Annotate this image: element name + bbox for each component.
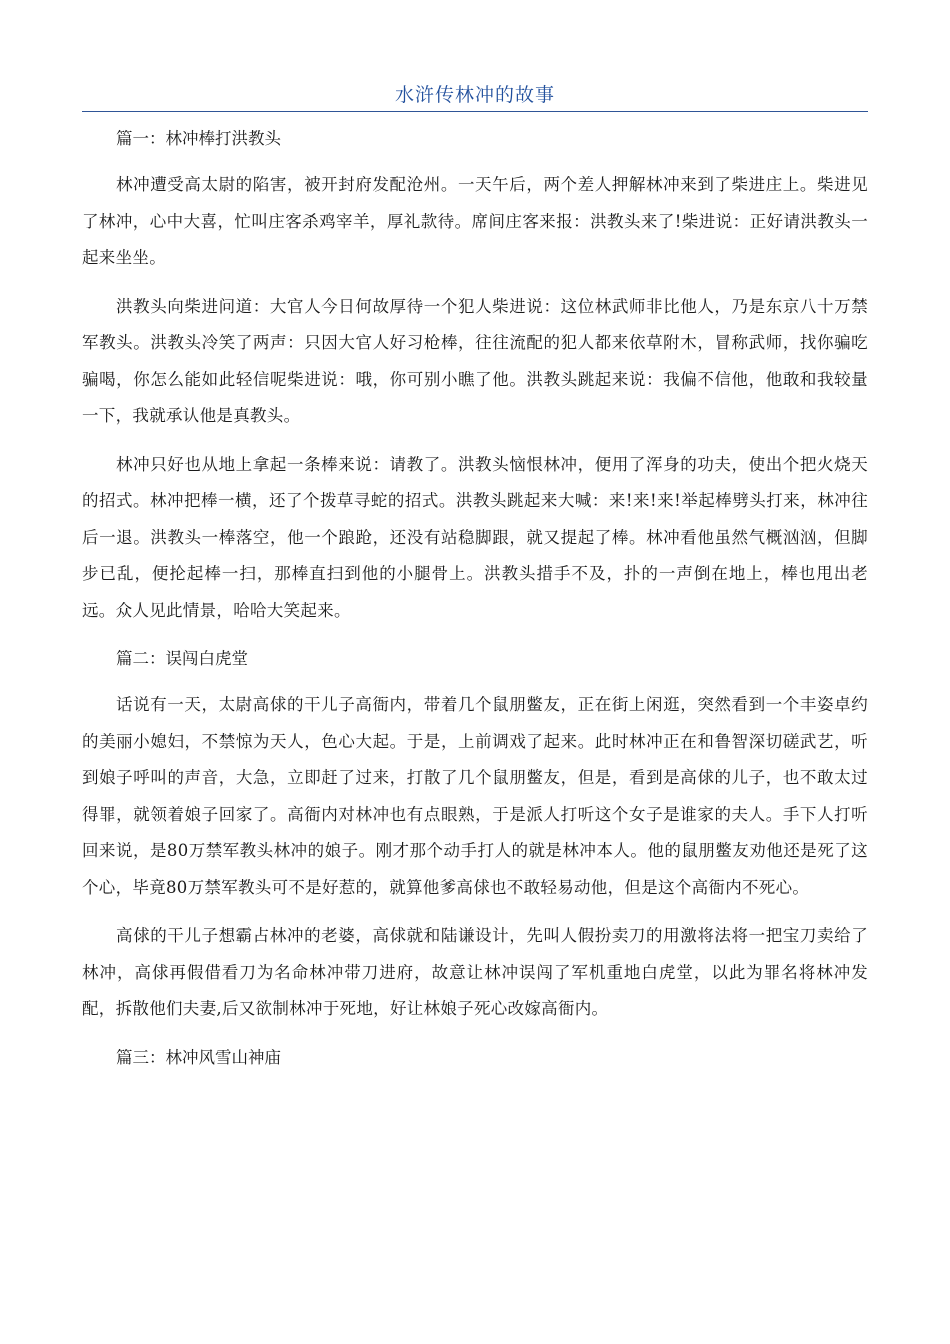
paragraph: 林冲遭受高太尉的陷害，被开封府发配沧州。一天午后，两个差人押解林冲来到了柴进庄上。柴进见了林冲，心中大喜，忙叫庄客杀鸡宰羊，厚礼款待。席间庄客来报：洪教头来了!柴进说：正好请洪教头一起来坐坐。 <box>82 175 868 267</box>
paragraph: 洪教头向柴进问道：大官人今日何故厚待一个犯人柴进说：这位林武师非比他人，乃是东京八十万禁军教头。洪教头冷笑了两声：只因大官人好习枪棒，往往流配的犯人都来依草附木，冒称武师，找你骗吃骗喝，你怎么能如此轻信呢柴进说：哦，你可别小瞧了他。洪教头跳起来说：我偏不信他，他敢和我较量一下，我就承认他是真教头。 <box>82 296 868 425</box>
paragraph: 林冲只好也从地上拿起一条棒来说：请教了。洪教头恼恨林冲，便用了浑身的功夫，使出个把火烧天的招式。林冲把棒一横，还了个拨草寻蛇的招式。洪教头跳起来大喊：来!来!来!举起棒劈头打来，林冲往后一退。洪教头一棒落空，他一个踉跄，还没有站稳脚跟，就又提起了棒。林冲看他虽然气概汹汹，但脚步已乱，便抡起棒一扫，那棒直扫到他的小腿骨上。洪教头措手不及，扑的一声倒在地上，棒也甩出老远。众人见此情景，哈哈大笑起来。 <box>82 454 868 620</box>
document-title: 水浒传林冲的故事 <box>394 84 555 106</box>
paragraph: 高俅的干儿子想霸占林冲的老婆，高俅就和陆谦设计，先叫人假扮卖刀的用激将法将一把宝刀卖给了林冲，高俅再假借看刀为名命林冲带刀进府，故意让林冲误闯了军机重地白虎堂，以此为罪名将林冲发配，拆散他们夫妻,后又欲制林冲于死地，好让林娘子死心改嫁高衙内。 <box>82 926 868 1018</box>
section-heading-1: 篇一：林冲棒打洪教头 <box>116 129 281 148</box>
section-heading-2: 篇二：误闯白虎堂 <box>116 649 248 668</box>
document-body <box>82 121 868 1086</box>
paragraph: 话说有一天，太尉高俅的干儿子高衙内，带着几个鼠朋鳖友，正在街上闲逛，突然看到一个丰姿卓约的美丽小媳妇，不禁惊为天人，色心大起。于是，上前调戏了起来。此时林冲正在和鲁智深切磋武艺，听到娘子呼叫的声音，大急，立即赶了过来，打散了几个鼠朋鳖友，但是，看到是高俅的儿子，也不敢太过得罪，就领着娘子回家了。高衙内对林冲也有点眼熟，于是派人打听这个女子是谁家的夫人。手下人打听回来说，是80万禁军教头林冲的娘子。刚才那个动手打人的就是林冲本人。他的鼠朋鳖友劝他还是死了这个心，毕竟80万禁军教头可不是好惹的，就算他爹高俅也不敢轻易动他，但是这个高衙内不死心。 <box>82 695 868 897</box>
title-divider <box>82 111 868 112</box>
section-heading-3: 篇三：林冲风雪山神庙 <box>116 1047 281 1067</box>
